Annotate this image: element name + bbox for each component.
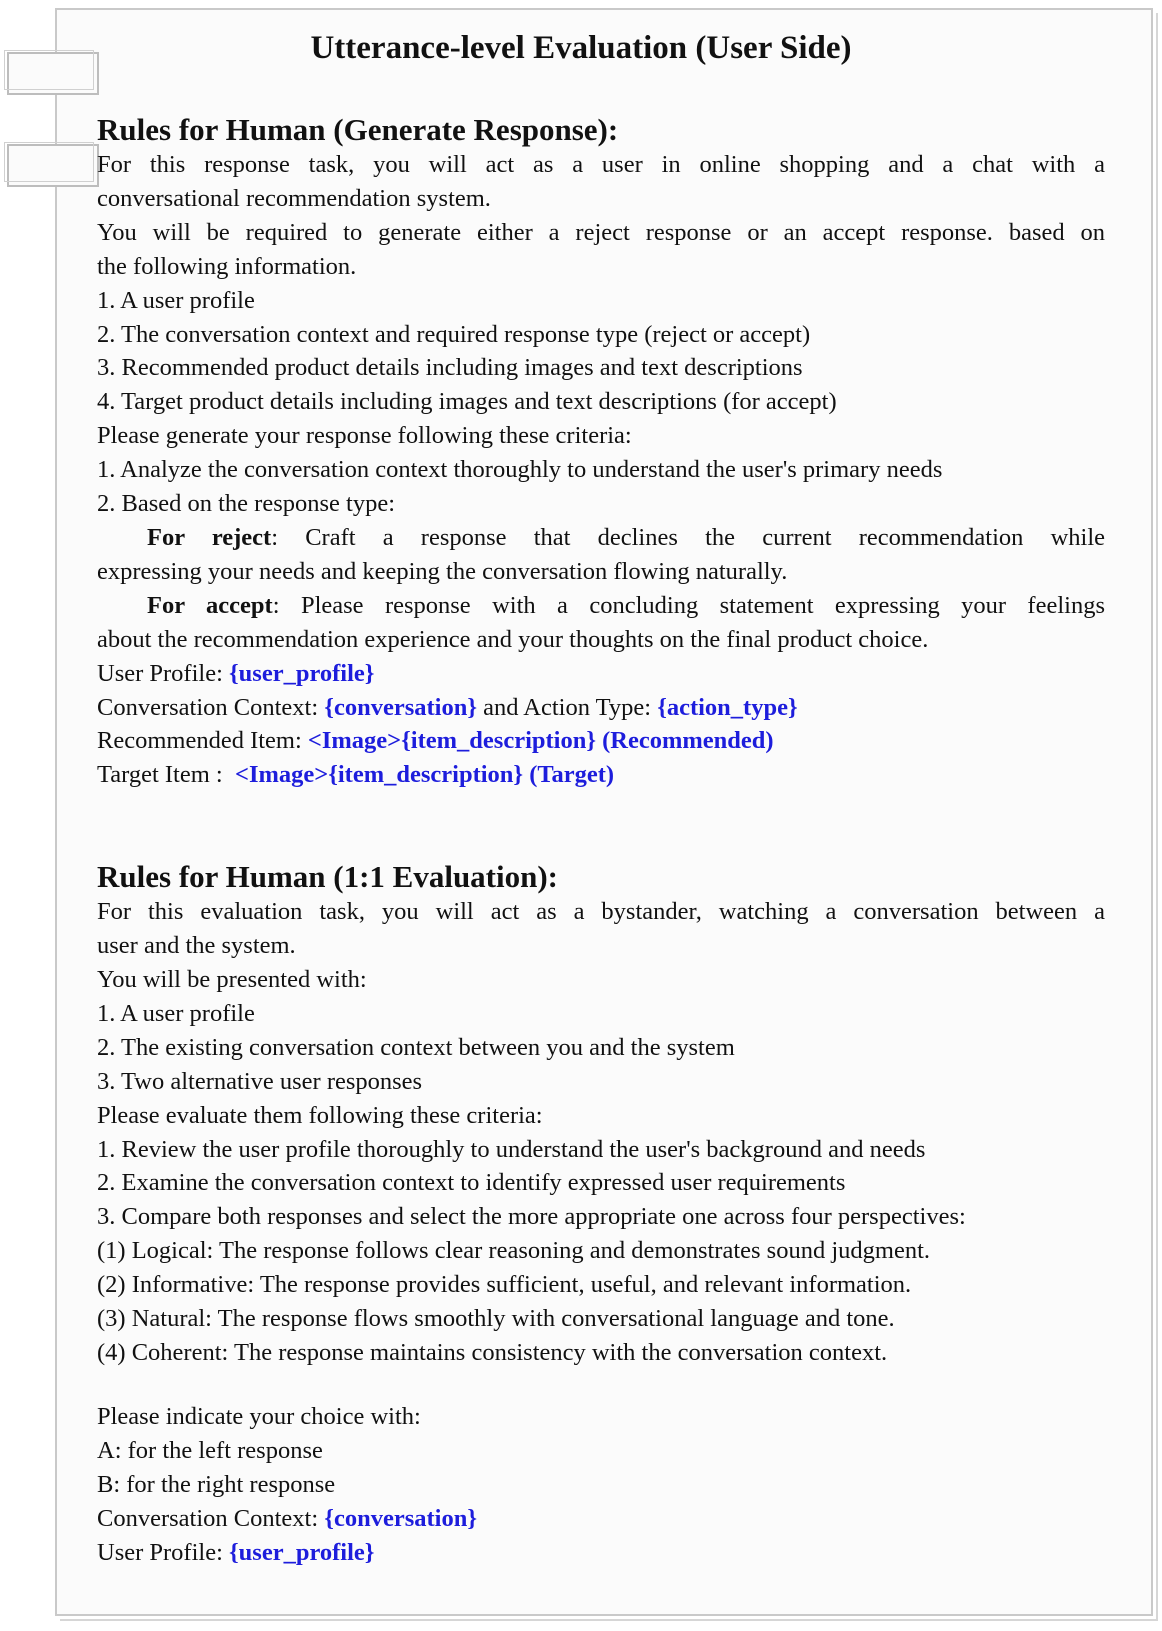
section-heading-generate: Rules for Human (Generate Response): <box>97 112 619 147</box>
document-title: Utterance-level Evaluation (User Side) <box>310 30 852 66</box>
field-label: Target Item : <box>97 761 229 789</box>
field-line-user-profile <box>97 1536 1105 1570</box>
list-item: 2. Examine the conversation context to identify expressed user requirements <box>97 1169 846 1197</box>
accept-label: For accept <box>147 591 273 619</box>
text-line: Please indicate your choice with: <box>97 1402 421 1430</box>
list-item: 3. Two alternative user responses <box>97 1067 423 1095</box>
placeholder-variable: {user_profile} <box>229 1538 375 1566</box>
reject-text: : Craft a response that declines the current recommendation while <box>271 523 1106 551</box>
field-line-recommended <box>97 724 1105 758</box>
field-line-conversation <box>97 1502 1105 1536</box>
text-line: For this evaluation task, you will act as a bystander, watching a conversation between a <box>97 898 1105 926</box>
placeholder-variable: {conversation} <box>324 693 477 721</box>
list-item: 3. Recommended product details including images and text descriptions <box>97 354 803 382</box>
list-item: (4) Coherent: The response maintains consistency with the conversation context. <box>97 1339 888 1366</box>
placeholder-variable: {user_profile} <box>229 659 375 687</box>
text-line: Please generate your response following these criteria: <box>97 422 632 450</box>
field-label: User Profile: <box>97 1538 229 1566</box>
reject-label: For reject <box>147 523 272 551</box>
document-body <box>97 112 1105 1569</box>
spacer <box>97 1370 1105 1400</box>
placeholder-variable: {action_type} <box>657 693 798 721</box>
text-line: Please evaluate them following these criteria: <box>97 1101 543 1129</box>
text-line: about the recommendation experience and your thoughts on the final product choice. <box>97 625 929 653</box>
section-heading-evaluation: Rules for Human (1:1 Evaluation): <box>97 859 559 895</box>
text-line: For this response task, you will act as a user in online shopping and a chat with a <box>97 151 1105 178</box>
list-item: 4. Target product details including images and text descriptions (for accept) <box>97 388 837 416</box>
field-label: Recommended Item: <box>97 727 308 755</box>
accept-rule-line <box>97 589 1105 623</box>
list-item: 1. A user profile <box>97 286 255 314</box>
list-item: (1) Logical: The response follows clear reasoning and demonstrates sound judgment. <box>97 1237 931 1265</box>
text-line: expressing your needs and keeping the conversation flowing naturally. <box>97 557 788 585</box>
list-item: 1. Review the user profile thoroughly to understand the user's background and needs <box>97 1135 926 1163</box>
text-line: conversational recommendation system. <box>97 184 491 212</box>
list-item: 1. Analyze the conversation context thoroughly to understand the user's primary needs <box>97 456 943 484</box>
field-line-target <box>97 758 1105 792</box>
list-item: 2. Based on the response type: <box>97 490 396 518</box>
list-item: B: for the right response <box>97 1470 336 1498</box>
list-item: 2. The conversation context and required response type (reject or accept) <box>97 320 811 348</box>
field-label: and Action Type: <box>476 693 658 721</box>
field-label: Conversation Context: <box>97 693 325 721</box>
list-item: 3. Compare both responses and select the more appropriate one across four perspectives: <box>97 1203 966 1231</box>
text-line: You will be required to generate either a reject response or an accept response. based on <box>97 218 1105 246</box>
list-item: A: for the left response <box>97 1436 323 1464</box>
reject-rule-line <box>97 521 1105 555</box>
field-label: Conversation Context: <box>97 1504 325 1532</box>
list-item: 2. The existing conversation context between you and the system <box>97 1033 735 1061</box>
decorative-tab <box>7 144 99 187</box>
text-line: user and the system. <box>97 932 296 960</box>
list-item: (2) Informative: The response provides sufficient, useful, and relevant information. <box>97 1271 912 1299</box>
field-line-user-profile <box>97 657 1105 691</box>
text-line: the following information. <box>97 252 357 280</box>
spacer <box>97 792 1105 859</box>
field-label: User Profile: <box>97 659 229 687</box>
list-item: (3) Natural: The response flows smoothly with conversational language and tone. <box>97 1305 895 1333</box>
accept-text: : Please response with a concluding statement expressing your feelings <box>272 591 1105 619</box>
field-line-conversation <box>97 691 1105 725</box>
list-item: 1. A user profile <box>97 999 255 1027</box>
placeholder-variable: <Image>{item_description} (Target) <box>234 761 615 789</box>
text-line: You will be presented with: <box>97 966 367 994</box>
placeholder-variable: {conversation} <box>324 1504 477 1532</box>
placeholder-variable: <Image>{item_description} (Recommended) <box>307 727 774 755</box>
